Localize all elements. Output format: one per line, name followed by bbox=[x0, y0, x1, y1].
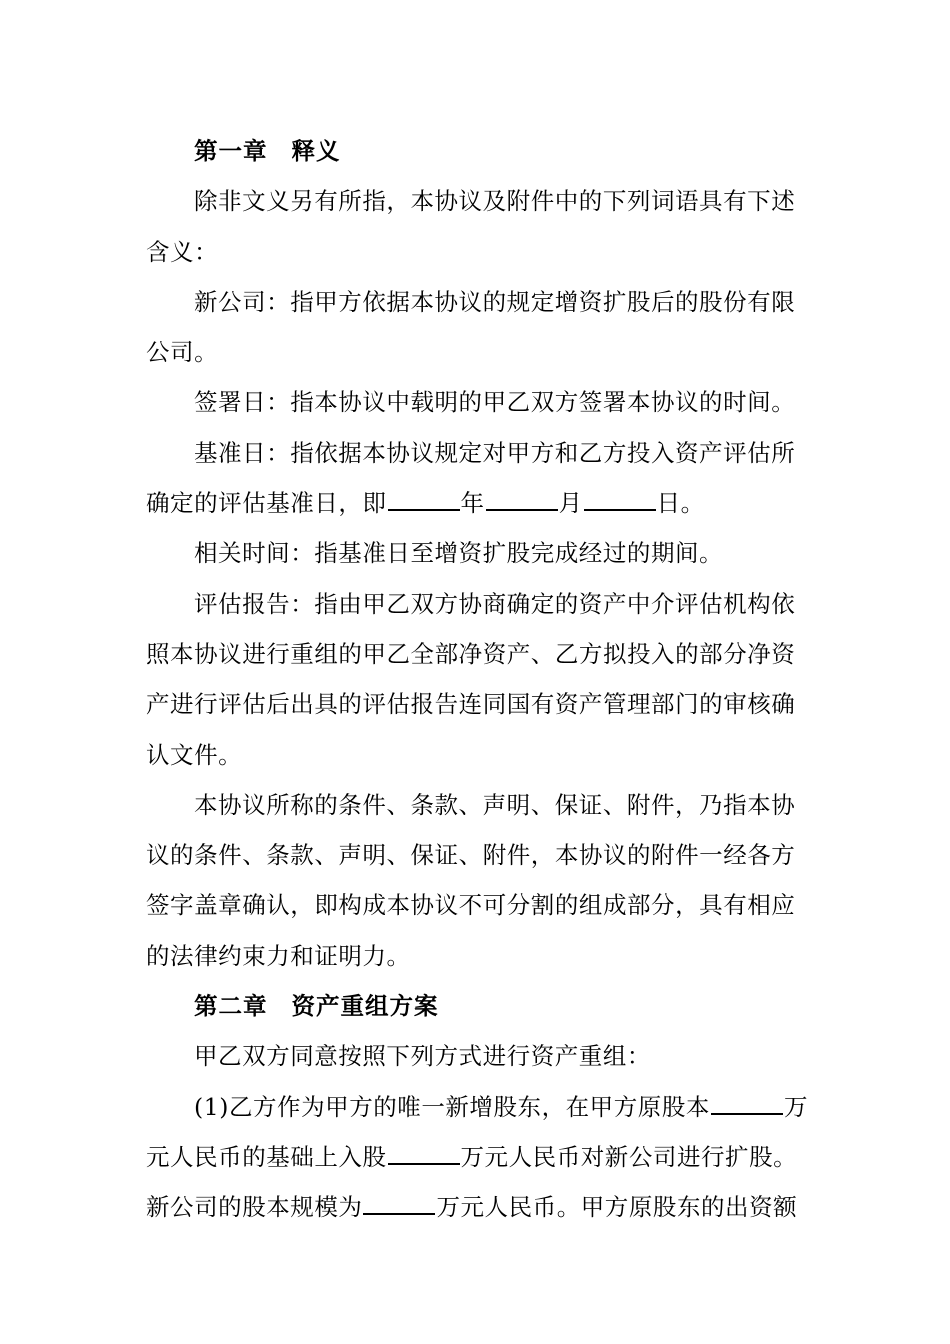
paragraph-line bbox=[146, 1132, 808, 1182]
paragraph-line: 认文件。 bbox=[146, 740, 243, 769]
text-segment: 元人民币的基础上入股 bbox=[146, 1142, 387, 1171]
blank-field bbox=[388, 1143, 460, 1165]
paragraph-line: 公司。 bbox=[146, 338, 219, 367]
text-segment: 万元人民币。甲方原股东的出资额 bbox=[436, 1193, 798, 1222]
chapter-1-title: 释义 bbox=[291, 137, 341, 165]
blank-field bbox=[584, 489, 656, 511]
document-page bbox=[146, 126, 808, 1233]
paragraph-line: 除非文义另有所指，本协议及附件中的下列词语具有下述 bbox=[194, 187, 796, 216]
paragraph-line: 议的条件、条款、声明、保证、附件，本协议的附件一经各方 bbox=[146, 841, 796, 870]
paragraph-line: 照本协议进行重组的甲乙全部净资产、乙方拟投入的部分净资 bbox=[146, 639, 796, 668]
paragraph-line: 签字盖章确认，即构成本协议不可分割的组成部分，具有相应 bbox=[146, 891, 796, 920]
paragraph-line: 签署日：指本协议中载明的甲乙双方签署本协议的时间。 bbox=[194, 388, 796, 417]
paragraph-line: 含义： bbox=[146, 237, 219, 266]
text-segment: (1)乙方作为甲方的唯一新增股东，在甲方原股本 bbox=[194, 1092, 710, 1121]
paragraph-line: 产进行评估后出具的评估报告连同国有资产管理部门的审核确 bbox=[146, 690, 796, 719]
chapter-1-number: 第一章 bbox=[194, 137, 268, 165]
text-segment: 年 bbox=[460, 489, 485, 518]
paragraph-line bbox=[146, 1182, 808, 1232]
text-segment: 新公司的股本规模为 bbox=[146, 1193, 363, 1222]
text-segment: 确定的评估基准日，即 bbox=[146, 489, 387, 518]
paragraph-line: 相关时间：指基准日至增资扩股完成经过的期间。 bbox=[194, 539, 724, 568]
blank-field bbox=[363, 1193, 435, 1215]
text-segment: 万 bbox=[783, 1092, 808, 1121]
chapter-1-heading bbox=[146, 126, 808, 176]
text-segment: 日。 bbox=[656, 489, 705, 518]
paragraph-line: 评估报告：指由甲乙双方协商确定的资产中介评估机构依 bbox=[194, 589, 796, 618]
paragraph-line bbox=[146, 1082, 808, 1132]
chapter-2-title: 资产重组方案 bbox=[291, 992, 439, 1021]
chapter-2-number: 第二章 bbox=[194, 992, 268, 1021]
paragraph-line: 的法律约束力和证明力。 bbox=[146, 941, 411, 970]
paragraph-line: 基准日：指依据本协议规定对甲方和乙方投入资产评估所 bbox=[194, 438, 796, 467]
text-segment: 万元人民币对新公司进行扩股。 bbox=[460, 1142, 798, 1171]
paragraph-line: 甲乙双方同意按照下列方式进行资产重组： bbox=[194, 1042, 651, 1071]
chapter-2-heading bbox=[146, 981, 808, 1031]
blank-field bbox=[486, 489, 558, 511]
blank-field bbox=[388, 489, 460, 511]
text-segment: 月 bbox=[558, 489, 583, 518]
paragraph-line: 新公司：指甲方依据本协议的规定增资扩股后的股份有限 bbox=[194, 287, 796, 316]
paragraph-line bbox=[146, 478, 808, 528]
paragraph-line: 本协议所称的条件、条款、声明、保证、附件，乃指本协 bbox=[194, 790, 796, 819]
blank-field bbox=[711, 1093, 783, 1115]
